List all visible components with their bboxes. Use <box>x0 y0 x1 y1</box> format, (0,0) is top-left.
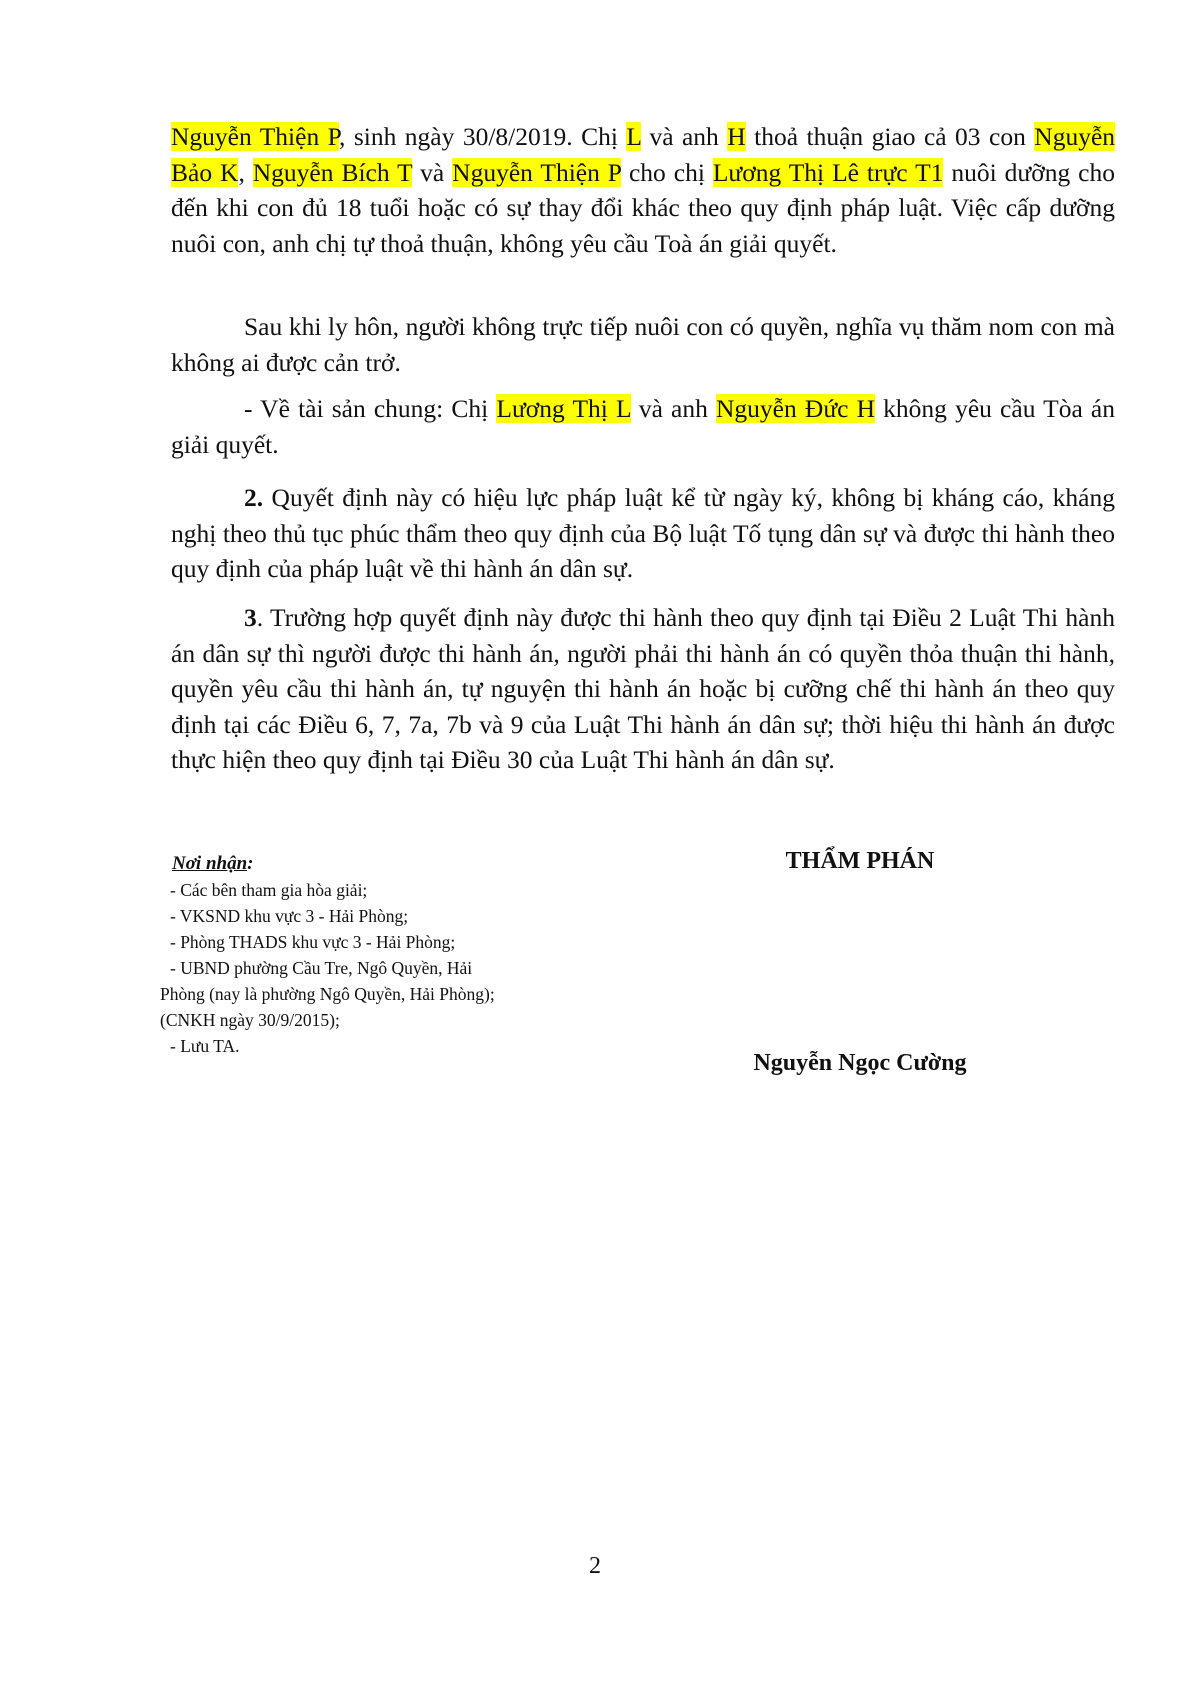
paragraph-text: nuôi dưỡng cho đến khi con đủ 18 tuổi hoặc có sự thay đổi khác theo quy định pháp luật. Việc cấp dưỡng nuôi con, anh chị tự thoả thuận, không yêu cầu Toà án giải quyết. <box>171 157 1115 258</box>
recipients-title-text: Nơi nhận <box>172 853 248 874</box>
recipient-item: - Các bên tham gia hòa giải; <box>170 880 368 900</box>
signature-name: Nguyễn Ngọc Cường <box>753 1050 967 1076</box>
paragraph-text: cho chị <box>621 157 713 187</box>
paragraph-child-custody <box>171 119 1115 261</box>
recipient-item: Phòng (nay là phường Ngô Quyền, Hải Phòng); <box>160 984 495 1004</box>
recipient-item: - Lưu TA. <box>170 1036 240 1056</box>
paragraph-visitation-rights: Sau khi ly hôn, người không trực tiếp nuôi con có quyền, nghĩa vụ thăm nom con mà không ai được cản trở. <box>171 312 1115 377</box>
paragraph-text: Quyết định này có hiệu lực pháp luật kể từ ngày ký, không bị kháng cáo, kháng nghị theo thủ tục phúc thẩm theo quy định của Bộ luật Tố tụng dân sự và được thi hành theo quy định của pháp luật về thi hành án dân sự. <box>171 483 1115 584</box>
paragraph-text: và <box>412 157 453 187</box>
highlighted-name: Nguyễn Bảo K <box>171 122 1116 187</box>
clause-number: 3 <box>244 603 257 632</box>
recipient-item: - VKSND khu vực 3 - Hải Phòng; <box>170 906 409 926</box>
highlighted-name: Lương Thị Lê trực T1 <box>712 157 944 187</box>
highlighted-name: Nguyễn Bích T <box>252 157 413 187</box>
paragraph-text: không yêu cầu Tòa án giải quyết. <box>171 394 1115 459</box>
paragraph-text: và anh <box>630 394 717 423</box>
highlighted-name: Nguyễn Thiện P <box>171 122 340 151</box>
paragraph-effectiveness <box>171 480 1115 587</box>
clause-number: 2. <box>244 483 264 512</box>
recipient-item: - Phòng THADS khu vực 3 - Hải Phòng; <box>170 932 456 952</box>
paragraph-text: và anh <box>641 122 728 151</box>
recipient-item: - UBND phường Cầu Tre, Ngô Quyền, Hải <box>170 958 473 978</box>
page-number: 2 <box>589 1553 601 1579</box>
paragraph-text: thoả thuận giao cả 03 con <box>745 122 1035 151</box>
recipient-item: (CNKH ngày 30/9/2015); <box>160 1010 340 1030</box>
highlighted-name: Nguyễn Đức H <box>716 394 876 423</box>
highlighted-name: H <box>727 122 746 151</box>
recipients-title <box>160 850 620 877</box>
paragraph-text: , <box>238 157 253 187</box>
signature-title: THẨM PHÁN <box>785 848 935 874</box>
recipients-title-colon: : <box>247 853 254 874</box>
paragraph-common-property <box>171 391 1115 462</box>
recipients-block <box>160 850 620 1059</box>
highlighted-name: L <box>626 122 642 151</box>
highlighted-name: Lương Thị L <box>496 394 631 423</box>
paragraph-text: - Về tài sản chung: Chị <box>244 394 497 423</box>
paragraph-text: , sinh ngày 30/8/2019. Chị <box>339 122 627 151</box>
highlighted-name: Nguyễn Thiện P <box>452 157 622 187</box>
paragraph-text: . Trường hợp quyết định này được thi hành theo quy định tại Điều 2 Luật Thi hành án dân sự thì người được thi hành án, người phải thi hành án có quyền thỏa thuận thi hành, quyền yêu cầu thi hành án, tự nguyện thi hành án hoặc bị cưỡng chế thi hành án theo quy định tại các Điều 6, 7, 7a, 7b và 9 của Luật Thi hành án dân sự; thời hiệu thi hành án được thực hiện theo quy định tại Điều 30 của Luật Thi hành án dân sự. <box>171 603 1115 775</box>
paragraph-enforcement <box>171 600 1115 778</box>
